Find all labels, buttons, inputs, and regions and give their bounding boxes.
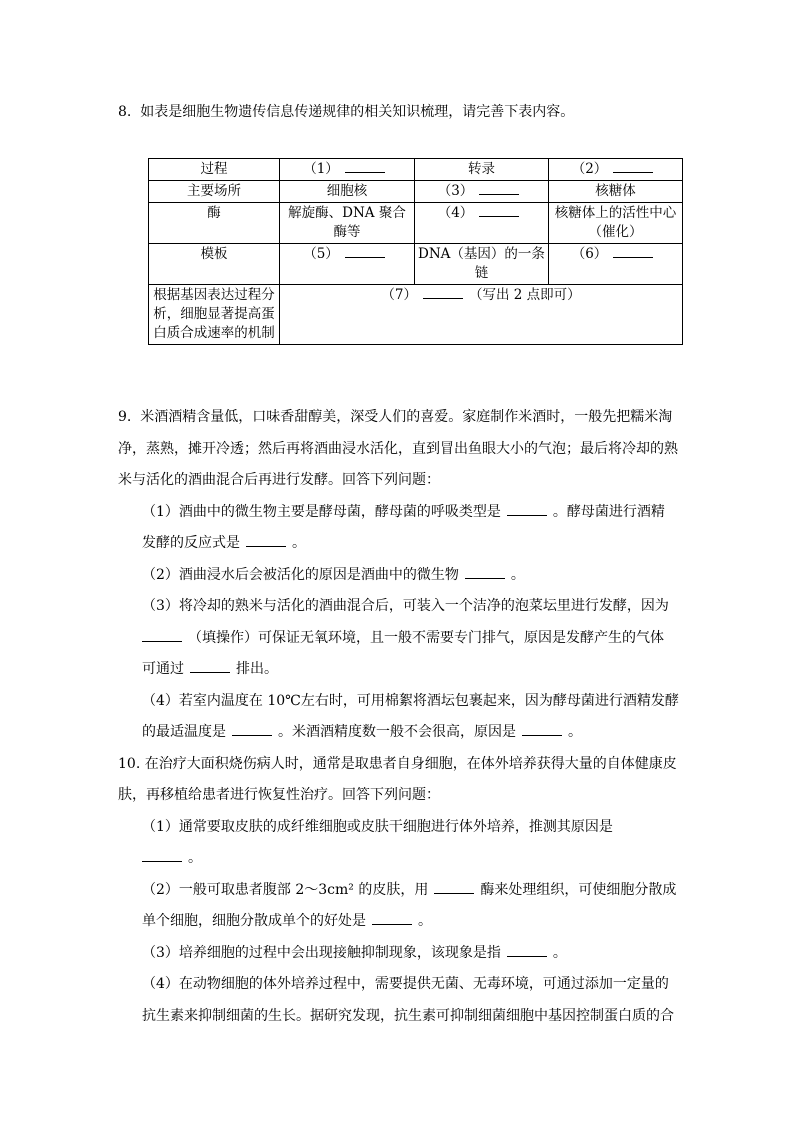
- answer-blank[interactable]: [479, 204, 519, 217]
- table-cell: 细胞核: [280, 181, 415, 203]
- answer-blank[interactable]: [423, 286, 463, 299]
- answer-blank[interactable]: [507, 503, 547, 516]
- answer-blank[interactable]: [434, 881, 474, 894]
- table-cell: （7） （写出 2 点即可）: [280, 285, 683, 345]
- question-9-part-2: （2）酒曲浸水后会被活化的原因是酒曲中的微生物 。: [142, 566, 525, 583]
- question-10-part-4: （4）在动物细胞的体外培养过程中，需要提供无菌、无毒环境，可通过添加一定量的: [142, 976, 669, 992]
- question-8-stem: 如表是细胞生物遗传信息传递规律的相关知识梳理，请完善下表内容。: [140, 104, 575, 120]
- question-9-part-3-cont2: 可通过 排出。: [142, 661, 278, 677]
- table-row: [149, 244, 683, 285]
- question-9-part-1: （1）酒曲中的微生物主要是酵母菌，酵母菌的呼吸类型是 。酵母菌进行酒精: [142, 503, 665, 520]
- question-9-part-3: （3）将冷却的熟米与活化的酒曲混合后，可装入一个洁净的泡菜坛里进行发酵，因为: [142, 598, 669, 614]
- table-cell: 模板: [149, 244, 280, 285]
- answer-blank[interactable]: [142, 629, 182, 642]
- answer-blank[interactable]: [372, 912, 412, 925]
- question-10-part-2: （2）一般可取患者腹部 2～3cm² 的皮肤，用 酶来处理组织，可使细胞分散成: [142, 881, 677, 898]
- table-row: [149, 159, 683, 181]
- answer-blank[interactable]: [190, 660, 230, 673]
- answer-blank[interactable]: [479, 182, 519, 195]
- table-cell: 主要场所: [149, 181, 280, 203]
- question-9-part-3-cont: （填操作）可保证无氧环境，且一般不需要专门排气，原因是发酵产生的气体: [118, 623, 684, 655]
- table-cell: 解旋酶、DNA 聚合酶等: [280, 203, 415, 244]
- question-9-part-4: （4）若室内温度在 10℃左右时，可用棉絮将酒坛包裹起来，因为酵母菌进行酒精发酵: [142, 692, 679, 709]
- question-10-stem: 10. 在治疗大面积烧伤病人时，通常是取患者自身细胞，在体外培养获得大量的自体健康皮肤，再移植给患者进行恢复性治疗。回答下列问题：: [118, 755, 677, 803]
- table-cell: 酶: [149, 203, 280, 244]
- table-cell: 核糖体上的活性中心（催化）: [549, 203, 683, 244]
- question-9-part-1-cont: 发酵的反应式是 。: [142, 535, 306, 551]
- question-10-number: 10.: [118, 755, 141, 772]
- question-10-part-2-cont: 单个细胞，细胞分散成单个的好处是 。: [142, 913, 432, 929]
- answer-blank[interactable]: [246, 534, 286, 547]
- table-row: [149, 285, 683, 345]
- question-9-number: 9.: [118, 409, 132, 425]
- knowledge-table: [148, 158, 683, 345]
- table-cell: 根据基因表达过程分析，细胞显著提高蛋白质合成速率的机制: [149, 285, 280, 345]
- answer-blank[interactable]: [613, 160, 653, 173]
- answer-blank[interactable]: [345, 245, 385, 258]
- table-cell: DNA（基因）的一条链: [415, 244, 549, 285]
- table-cell: 核糖体: [549, 181, 683, 203]
- question-10-part-1-cont: 。: [118, 843, 684, 875]
- answer-blank[interactable]: [465, 566, 505, 579]
- table-cell: （3）: [415, 181, 549, 203]
- question-8: [118, 101, 684, 123]
- answer-blank[interactable]: [507, 944, 547, 957]
- question-10-part-1: （1）通常要取皮肤的成纤维细胞或皮肤干细胞进行体外培养，推测其原因是: [142, 818, 613, 835]
- answer-blank[interactable]: [613, 245, 653, 258]
- answer-blank[interactable]: [142, 849, 182, 862]
- table-cell: （5）: [280, 244, 415, 285]
- table-cell: 转录: [415, 159, 549, 181]
- table-cell: 过程: [149, 159, 280, 181]
- table-cell: （2）: [549, 159, 683, 181]
- table-row: [149, 181, 683, 203]
- question-9-stem: 9. 米酒酒精含量低，口味香甜醇美，深受人们的喜爱。家庭制作米酒时，一般先把糯米淘净，蒸熟，摊开冷透；然后再将酒曲浸水活化，直到冒出鱼眼大小的气泡；最后将冷却的熟米与活化的酒曲混合后再进行发酵。回答下列问题：: [118, 409, 678, 488]
- answer-blank[interactable]: [232, 723, 272, 736]
- question-9: [118, 402, 684, 1032]
- question-10-part-4-cont: 抗生素来抑制细菌的生长。据研究发现，抗生素可抑制细菌细胞中基因控制蛋白质的合: [142, 1007, 674, 1024]
- answer-blank[interactable]: [345, 160, 385, 173]
- table-cell: （4）: [415, 203, 549, 244]
- table-cell: （1）: [280, 159, 415, 181]
- question-9-part-4-cont: 的最适温度是 。米酒酒精度数一般不会很高，原因是 。: [142, 724, 582, 740]
- answer-blank[interactable]: [522, 723, 562, 736]
- table-cell: （6）: [549, 244, 683, 285]
- table-row: [149, 203, 683, 244]
- question-8-number: 8.: [118, 104, 132, 120]
- question-10-part-3: （3）培养细胞的过程中会出现接触抑制现象，该现象是指 。: [142, 944, 567, 961]
